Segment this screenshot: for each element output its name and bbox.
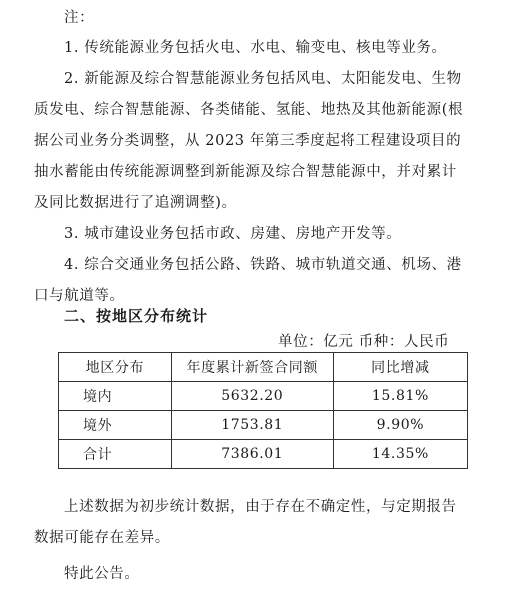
unit-currency-line: 单位：亿元 币种：人民币 bbox=[278, 334, 450, 350]
cell-amount: 7386.01 bbox=[171, 440, 333, 469]
header-contract-amount: 年度累计新签合同额 bbox=[171, 353, 333, 382]
note-line-6: 及同比数据进行了追溯调整)。 bbox=[34, 195, 237, 211]
cell-yoy: 15.81% bbox=[333, 382, 467, 411]
note-line-3: 质发电、综合智慧能源、各类储能、氢能、地热及其他新能源(根 bbox=[34, 102, 464, 118]
cell-yoy: 14.35% bbox=[333, 440, 467, 469]
cell-amount: 1753.81 bbox=[171, 411, 333, 440]
note-line-8: 4. 综合交通业务包括公路、铁路、城市轨道交通、机场、港 bbox=[64, 257, 462, 273]
note-line-9: 口与航道等。 bbox=[34, 288, 125, 304]
table-row bbox=[59, 382, 468, 411]
region-stats-table bbox=[58, 352, 468, 469]
footer-line-2: 数据可能存在差异。 bbox=[34, 530, 170, 546]
header-region: 地区分布 bbox=[59, 353, 172, 382]
cell-amount: 5632.20 bbox=[171, 382, 333, 411]
section-title: 二、按地区分布统计 bbox=[64, 307, 209, 325]
note-line-5: 抽水蓄能由传统能源调整到新能源及综合智慧能源中，并对累计 bbox=[34, 164, 457, 180]
cell-region: 境外 bbox=[59, 411, 172, 440]
note-line-2: 2. 新能源及综合智慧能源业务包括风电、太阳能发电、生物 bbox=[64, 71, 462, 87]
cell-region: 境内 bbox=[59, 382, 172, 411]
note-line-7: 3. 城市建设业务包括市政、房建、房地产开发等。 bbox=[64, 226, 402, 242]
cell-region: 合计 bbox=[59, 440, 172, 469]
header-yoy-change: 同比增减 bbox=[333, 353, 467, 382]
footer-line-1: 上述数据为初步统计数据，由于存在不确定性，与定期报告 bbox=[64, 499, 457, 515]
notes-heading: 注： bbox=[64, 10, 95, 26]
closing-text: 特此公告。 bbox=[64, 566, 140, 582]
table-row bbox=[59, 440, 468, 469]
table-row bbox=[59, 411, 468, 440]
table-header-row bbox=[59, 353, 468, 382]
note-line-1: 1. 传统能源业务包括火电、水电、输变电、核电等业务。 bbox=[64, 40, 447, 56]
cell-yoy: 9.90% bbox=[333, 411, 467, 440]
note-line-4: 据公司业务分类调整，从 2023 年第三季度起将工程建设项目的 bbox=[34, 133, 462, 149]
